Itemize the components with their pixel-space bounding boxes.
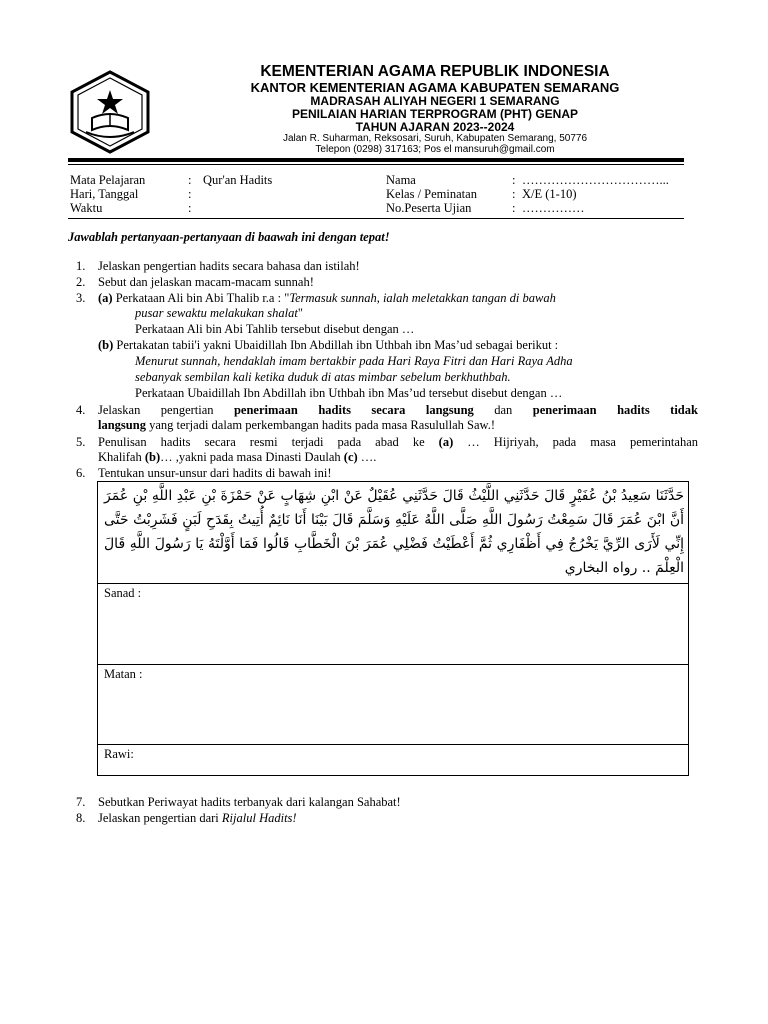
q4-line2 bbox=[98, 418, 495, 433]
info-subject-value: Qur'an Hadits bbox=[203, 173, 273, 187]
q4-bold-2: penerimaan hadits tidak bbox=[532, 403, 698, 417]
q3-part-b-quote-line1-text: Menurut sunnah, hendaklah imam bertakbir pada Hari Raya Fitri dan Hari Raya Adha bbox=[135, 354, 573, 368]
question-number: 8. bbox=[76, 811, 86, 825]
header-address: Jalan R. Suharman, Reksosari, Suruh, Kabupaten Semarang, 50776 bbox=[282, 133, 588, 144]
question-number: 5. bbox=[76, 435, 86, 449]
hadith-box bbox=[97, 481, 689, 776]
question-8 bbox=[68, 810, 698, 826]
question-3 bbox=[68, 290, 698, 306]
question-text: Tentukan unsur-unsur dari hadits di bawah ini! bbox=[98, 466, 332, 480]
rawi-answer-area[interactable] bbox=[98, 744, 688, 776]
q5-text-4: … ,yakni pada masa Dinasti Daulah bbox=[160, 450, 344, 464]
q3-part-b-wrap bbox=[98, 338, 558, 353]
q3-part-a-intro: Perkataan Ali bin Abi Thalib r.a : " bbox=[112, 291, 290, 305]
q4-text-1: Jelaskan pengertian bbox=[98, 403, 234, 417]
info-time-sep: : bbox=[188, 201, 192, 215]
q4-bold-3: langsung bbox=[98, 418, 146, 432]
hadith-arabic-text: حَدَّثَنَا سَعِيدُ بْنُ عُفَيْرٍ قَالَ حَدَّثَنِي اللَّيْثُ قَالَ حَدَّثَنِي عُقَيْلٌ عَنْ ابْنِ شِهَابٍ عَنْ حَمْزَةَ بْنِ عَبْدِ اللَّهِ بْنِ عُمَرَ أَنَّ ابْنَ عُمَرَ قَالَ سَمِعْتُ رَسُولَ اللَّهِ صَلَّى اللَّهُ عَلَيْهِ وَسَلَّمَ قَالَ بَيْنَا أَنَا نَائِمٌ أُتِيتُ بِقَدَحِ لَبَنٍ فَشَرِبْتُ حَتَّى إِنِّي لَأَرَى الرِّيَّ يَخْرُجُ فِي أَظْفَارِي ثُمَّ أَعْطَيْتُ فَضْلِي عُمَرَ بْنَ الْخَطَّابِ قَالُوا فَمَا أَوَّلْتَهُ يَا رَسُولَ اللَّهِ قَالَ الْعِلْمَ .. رواه البخاري bbox=[104, 488, 684, 576]
q4-line1 bbox=[98, 402, 698, 418]
info-date-label: Hari, Tanggal bbox=[70, 187, 139, 201]
question-number: 2. bbox=[76, 275, 86, 289]
q5-blank-a: (a) bbox=[438, 435, 454, 449]
q5-line1 bbox=[98, 434, 698, 450]
q3-part-a-quote-close: " bbox=[297, 306, 303, 320]
q3-part-b-quote-line2-text: sebanyak sembilan kali ketika duduk di atas mimbar sebelum berkhuthbah. bbox=[135, 370, 511, 384]
instruction: Jawablah pertanyaan-pertanyaan di baawah ini dengan tepat! bbox=[68, 230, 390, 244]
question-text: Sebut dan jelaskan macam-macam sunnah! bbox=[98, 275, 314, 289]
question-text: Sebutkan Periwayat hadits terbanyak dari kalangan Sahabat! bbox=[98, 795, 401, 809]
question-5 bbox=[68, 434, 698, 450]
q3-part-b-quote-line1 bbox=[135, 354, 573, 369]
q5-line2 bbox=[98, 450, 376, 465]
header-contact: Telepon (0298) 317163; Pos el mansuruh@gmail.com bbox=[315, 144, 555, 155]
question-number: 3. bbox=[76, 291, 86, 305]
info-name-label: Nama bbox=[386, 173, 416, 187]
header-divider-thin bbox=[68, 164, 684, 165]
q3-part-b-quote-line2 bbox=[135, 370, 511, 385]
question-number: 6. bbox=[76, 466, 86, 480]
q4-text-3: yang terjadi dalam perkembangan hadits pada masa Rasulullah Saw.! bbox=[145, 418, 496, 432]
info-time-label: Waktu bbox=[70, 201, 103, 215]
header-school: MADRASAH ALIYAH NEGERI 1 SEMARANG bbox=[310, 94, 560, 108]
q4-text-2: dan bbox=[473, 403, 533, 417]
question-text: Jelaskan pengertian hadits secara bahasa dan istilah! bbox=[98, 259, 360, 273]
question-number: 1. bbox=[76, 259, 86, 273]
info-class-value: X/E (1-10) bbox=[522, 187, 577, 201]
q3-part-b-label: (b) bbox=[98, 338, 114, 352]
question-number: 4. bbox=[76, 403, 86, 417]
info-examno-sep: : bbox=[512, 201, 516, 215]
question-4 bbox=[68, 402, 698, 418]
matan-answer-area[interactable] bbox=[98, 664, 688, 745]
info-subject-label: Mata Pelajaran bbox=[70, 173, 146, 187]
q3-part-a-quote-line2-wrap bbox=[135, 306, 303, 321]
info-divider bbox=[68, 218, 684, 219]
question-text-italic: Rijalul Hadits! bbox=[221, 811, 297, 825]
q3-part-b-followup: Perkataan Ubaidillah Ibn Abdillah ibn Uthbah ibn Mas’ud tersebut disebut dengan … bbox=[135, 386, 563, 400]
q5-text-2: … Hijriyah, pada masa pemerintahan bbox=[453, 435, 698, 449]
q5-text-3: Khalifah bbox=[98, 450, 145, 464]
sanad-answer-area[interactable] bbox=[98, 583, 688, 664]
header-ministry: KEMENTERIAN AGAMA REPUBLIK INDONESIA bbox=[260, 63, 610, 80]
question-number: 7. bbox=[76, 795, 86, 809]
q3-part-a-label: (a) bbox=[98, 291, 113, 305]
matan-label: Matan : bbox=[104, 667, 143, 681]
q3-part-a-quote-line1: Termasuk sunnah, ialah meletakkan tangan di bawah bbox=[289, 291, 556, 305]
q3-part-a-quote-line2: pusar sewaktu melakukan shalat bbox=[135, 306, 298, 320]
q3-part-a-followup: Perkataan Ali bin Abi Tahlib tersebut disebut dengan … bbox=[135, 322, 415, 336]
q5-blank-b: (b) bbox=[144, 450, 161, 464]
info-subject-sep: : bbox=[188, 173, 192, 187]
question-2 bbox=[68, 274, 698, 290]
info-name-sep: : bbox=[512, 173, 516, 187]
rawi-label: Rawi: bbox=[104, 747, 134, 761]
sanad-label: Sanad : bbox=[104, 586, 142, 600]
kemenag-logo-icon bbox=[68, 70, 152, 154]
q4-bold-1: penerimaan hadits secara langsung bbox=[233, 403, 474, 417]
info-examno-value: …………… bbox=[522, 201, 585, 215]
question-text: Jelaskan pengertian dari bbox=[98, 811, 222, 825]
question-7 bbox=[68, 794, 698, 810]
info-class-sep: : bbox=[512, 187, 516, 201]
header-year: TAHUN AJARAN 2023--2024 bbox=[355, 120, 515, 134]
q5-text-5: …. bbox=[357, 450, 377, 464]
header-exam: PENILAIAN HARIAN TERPROGRAM (PHT) GENAP bbox=[291, 107, 578, 121]
q5-blank-c: (c) bbox=[343, 450, 358, 464]
q3-part-b-intro: Pertakatan tabii'i yakni Ubaidillah Ibn Abdillah ibn Uthbah ibn Mas’ud sebagai berikut : bbox=[113, 338, 559, 352]
header-divider bbox=[68, 158, 684, 162]
question-6 bbox=[68, 465, 698, 481]
header-office: KANTOR KEMENTERIAN AGAMA KABUPATEN SEMARANG bbox=[250, 80, 620, 95]
info-class-label: Kelas / Peminatan bbox=[386, 187, 477, 201]
info-date-sep: : bbox=[188, 187, 192, 201]
q5-text-1: Penulisan hadits secara resmi terjadi pada abad ke bbox=[98, 435, 439, 449]
question-1 bbox=[68, 258, 698, 274]
info-name-value: ……………………………... bbox=[522, 173, 669, 187]
info-examno-label: No.Peserta Ujian bbox=[386, 201, 472, 215]
